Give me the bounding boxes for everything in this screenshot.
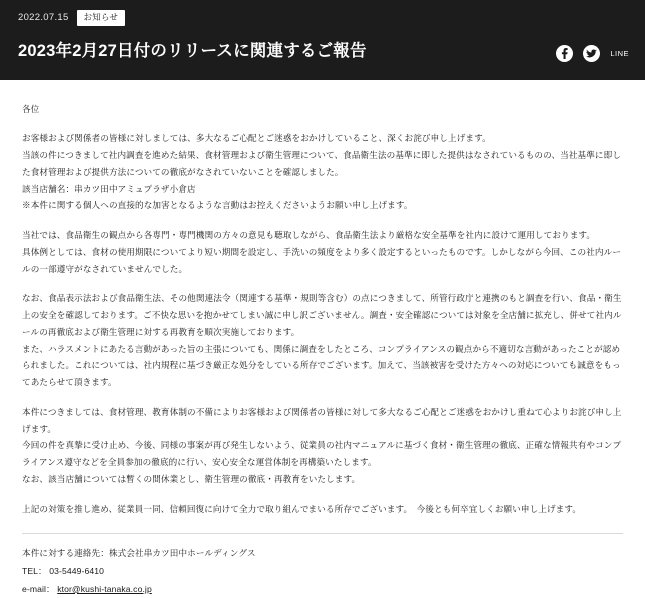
publish-date: 2022.07.15 (18, 12, 69, 24)
paragraph-block (22, 130, 623, 214)
paragraph-block (22, 501, 623, 518)
facebook-icon[interactable] (556, 45, 573, 62)
paragraph-line: 当社では、食品衛生の観点から各専門・専門機関の方々の意見も聴取しながら、食品衛生法より厳格な安全基準を社内に設けて運用しております。 (22, 230, 596, 241)
paragraph-line: ※本件に関する個人への直接的な加害となるような言動はお控えくださいようお願い申し上げます。 (22, 200, 413, 211)
contact-heading: 本件に対する連絡先：株式会社串カツ田中ホールディングス (22, 548, 256, 559)
contact-mail (22, 581, 623, 598)
paragraph-block (22, 227, 623, 277)
paragraph-line: 該当店舗名：串カツ田中アミュプラザ小倉店 (22, 183, 196, 194)
salutation: 各位 (22, 104, 40, 114)
page-title: 2023年2月27日付のリリースに関連するご報告 (18, 42, 367, 60)
paragraph-line: 具体例としては、食材の使用期限についてより短い期間を設定し、手洗いの頻度をより多く設定するといったものです。しかしながら今回、この社内ルールの一部遵守がなされていませんでした。 (22, 246, 622, 274)
mail-link[interactable]: ktor@kushi-tanaka.co.jp (57, 583, 152, 594)
paragraph-line: お客様および関係者の皆様に対しましては、多大なるご心配とご迷惑をおかけしていること、深くお詫び申し上げます。 (22, 133, 491, 144)
paragraph-line: なお、食品表示法および食品衛生法、その他関連法令（関連する基準・規則等含む）の点につきまして、所管行政庁と連携のもと調査を行い、食品・衛生上の安全を確認しております。ご不快な思いを抱かせてしまい誠に申し訳ございません。調査・安全確認については対象を全店舗に拡充し、併せて社内ルールの再徹底および衛生管理に対する再教育を順次実施しております。 (22, 293, 622, 337)
mail-label: e-mail： (22, 583, 55, 594)
article-body (0, 80, 645, 598)
paragraph-line: 今回の件を真摯に受け止め、今後、同様の事案が再び発生しないよう、従業員の社内マニュアルに基づく食材・衛生管理の徹底、正確な情報共有やコンプライアンス遵守などを全員参加の徹底的に行い、安心安全な運営体制を再構築いたします。 (22, 440, 622, 468)
paragraph-block (22, 290, 623, 391)
paragraph-line: 本件につきましては、食材管理、教育体制の不備によりお客様および関係者の皆様に対して多大なるご心配とご迷惑をおかけし重ねて心よりお詫び申し上げます。 (22, 406, 622, 434)
paragraph-line: また、ハラスメントにあたる言動があった旨の主張についても、関係に調査をしたところ、コンプライアンスの観点から不適切な言動があったことが認められました。これについては、社内規程に基づき厳正な処分をしている所存でございます。加えて、当該被害を受けた方々への対応についても誠意をもってあたらせて頂きます。 (22, 343, 621, 388)
contact-tel (22, 563, 623, 581)
tel-label: TEL： (22, 566, 47, 577)
contact-section (22, 533, 623, 598)
article-meta (18, 10, 627, 26)
tel-value: 03-5449-6410 (49, 566, 104, 577)
paragraph-block (22, 404, 623, 488)
share-buttons (556, 45, 629, 62)
paragraph-line: なお、該当店舗については暫くの間休業とし、衛生管理の徹底・再教育をいたします。 (22, 473, 361, 484)
line-icon[interactable]: LINE (610, 49, 629, 58)
paragraph-line: 上記の対策を推し進め、従業員一同、信頼回復に向けて全力で取り組んでまいる所存でございます。 今後とも何卒宜しくお願い申し上げます。 (22, 503, 582, 514)
category-badge: お知らせ (77, 10, 126, 26)
article-header (0, 0, 645, 80)
twitter-icon[interactable] (583, 45, 600, 62)
paragraph-line: 当該の件につきまして社内調査を進めた結果、食材管理および衛生管理について、食品衛生法の基準に即した提供はなされているものの、当社基準に即した食材管理および提供方法についての徹底がなされていないことを確認しました。 (22, 150, 622, 177)
